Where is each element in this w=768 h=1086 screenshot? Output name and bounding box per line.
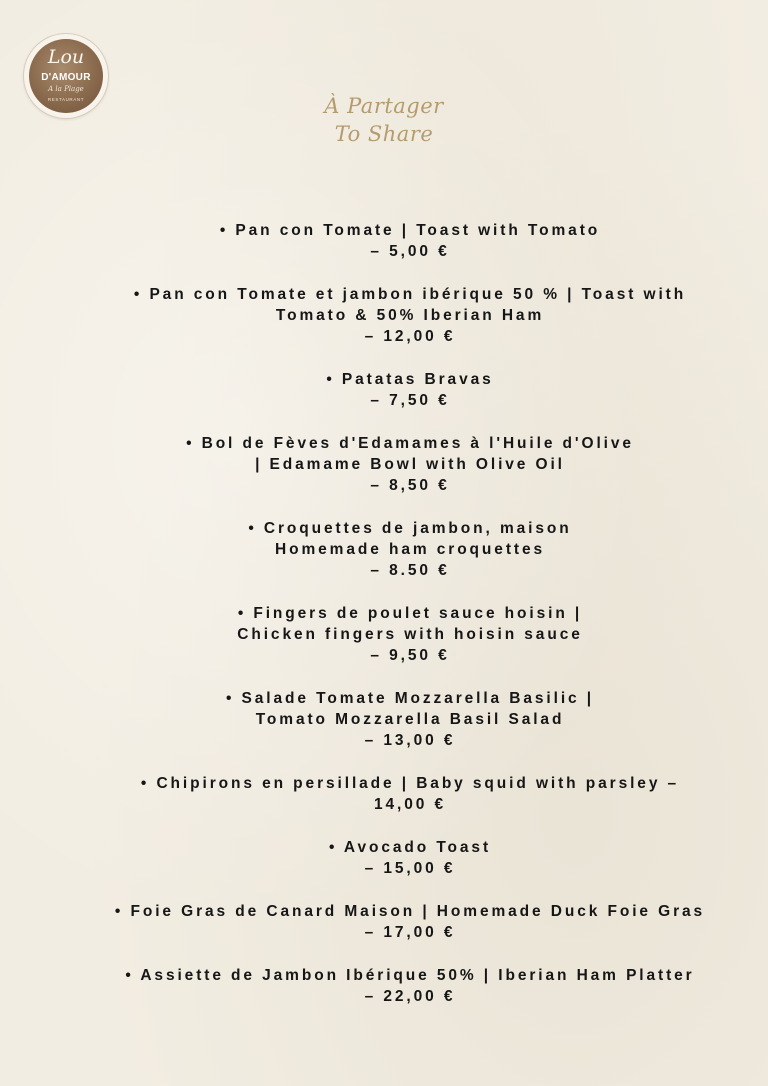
menu-item-price: – 7,50 € — [370, 392, 450, 409]
menu-item-price: – 8.50 € — [370, 562, 450, 579]
heading-english: To Share — [334, 122, 434, 146]
menu-item-name-line: • Pan con Tomate et jambon ibérique 50 % | Toast with — [133, 286, 687, 303]
menu-item-price: – 15,00 € — [364, 860, 456, 877]
menu-item-price: – 8,50 € — [370, 477, 450, 494]
menu-item-name-line: • Foie Gras de Canard Maison | Homemade Duck Foie Gras — [114, 903, 706, 920]
menu-item — [60, 518, 760, 581]
menu-item-price: – 13,00 € — [364, 732, 456, 749]
menu-item-name-line: • Salade Tomate Mozzarella Basilic | — [226, 690, 594, 707]
logo-name-text: D'AMOUR — [41, 72, 91, 83]
menu-item-price: – 12,00 € — [364, 328, 456, 345]
menu-item — [60, 688, 760, 751]
menu-item-name-line: Chicken fingers with hoisin sauce — [237, 626, 583, 643]
restaurant-logo — [24, 34, 108, 118]
menu-item — [60, 603, 760, 666]
menu-item-name-line: • Pan con Tomate | Toast with Tomato — [219, 222, 601, 239]
menu-item-name-line: Homemade ham croquettes — [275, 541, 545, 558]
menu-item-price: 14,00 € — [373, 796, 446, 813]
heading-french: À Partager — [324, 94, 444, 118]
menu-item-price: – 9,50 € — [370, 647, 450, 664]
menu-list — [60, 220, 760, 1029]
menu-item-name-line: • Patatas Bravas — [326, 371, 494, 388]
menu-item-price: – 22,00 € — [364, 988, 456, 1005]
logo-sub-text: A la Plage — [48, 85, 84, 93]
menu-item-name-line: Tomato Mozzarella Basil Salad — [255, 711, 565, 728]
menu-item-price: – 17,00 € — [364, 924, 456, 941]
menu-item-name-line: • Avocado Toast — [328, 839, 492, 856]
menu-item-name-line: • Fingers de poulet sauce hoisin | — [237, 605, 583, 622]
menu-item — [60, 433, 760, 496]
menu-item — [60, 837, 760, 879]
menu-item-name-line: • Croquettes de jambon, maison — [248, 520, 572, 537]
logo-badge — [29, 39, 103, 113]
menu-item-name-line: Tomato & 50% Iberian Ham — [275, 307, 545, 324]
menu-item — [60, 773, 760, 815]
menu-item-name-line: • Chipirons en persillade | Baby squid with parsley – — [140, 775, 680, 792]
section-heading — [284, 92, 484, 148]
menu-item-name-line: | Edamame Bowl with Olive Oil — [255, 456, 565, 473]
menu-item — [60, 965, 760, 1007]
logo-tag-text: RESTAURANT — [47, 97, 85, 102]
menu-item — [60, 220, 760, 262]
logo-script-text: Lou — [47, 46, 85, 68]
menu-item-name-line: • Assiette de Jambon Ibérique 50% | Iberian Ham Platter — [125, 967, 695, 984]
menu-item-name-line: • Bol de Fèves d'Edamames à l'Huile d'Olive — [186, 435, 634, 452]
menu-item — [60, 369, 760, 411]
menu-item — [60, 284, 760, 347]
menu-item — [60, 901, 760, 943]
menu-item-price: – 5,00 € — [370, 243, 450, 260]
